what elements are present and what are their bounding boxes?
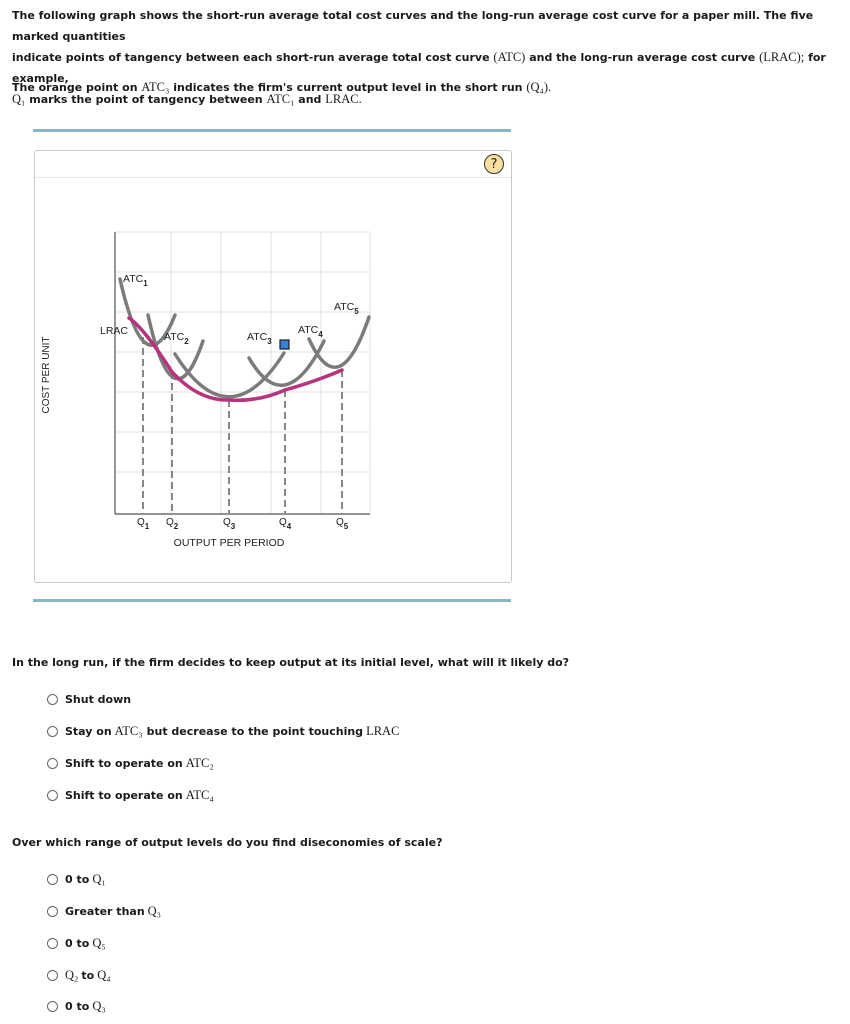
question1-text: In the long run, if the firm decides to keep output at its initial level, what will it likely do? <box>12 656 570 669</box>
x-tick-label: $Q_4$ <box>279 517 292 531</box>
question2-text: Over which range of output levels do you find diseconomies of scale? <box>12 836 443 849</box>
option-label: Shift to operate on <box>65 756 183 770</box>
option-math: ATC₃ <box>114 723 143 738</box>
option-math: ATC₄ <box>185 787 214 802</box>
orange-point-note <box>12 80 551 95</box>
radio-button[interactable] <box>47 726 58 737</box>
intro-line1: The following graph shows the short-run average total cost curves and the long-run average cost curve for a paper mill. The five marked quantities <box>12 9 814 43</box>
current-output-point[interactable] <box>280 340 289 349</box>
note-b: indicates the firm's current output level in the short run <box>173 81 523 94</box>
option-math: Q₅ <box>92 935 106 950</box>
top-divider <box>33 129 511 132</box>
atc2-label: $ATC_2$ <box>164 331 189 346</box>
option-math: Q₃ <box>147 903 162 918</box>
option-label: to <box>81 968 95 982</box>
option-label: Stay on <box>65 724 112 738</box>
atc5-label: $ATC_5$ <box>334 301 359 316</box>
x-tick-label: $Q_3$ <box>223 517 236 531</box>
intro-q1-math: Q₁ <box>12 92 26 106</box>
option-math: Q₄ <box>97 967 111 982</box>
intro-lrac2-math: LRAC. <box>325 92 362 106</box>
intro-line2b: and the long-run average cost curve <box>529 51 756 64</box>
x-tick-label: $Q_5$ <box>336 517 349 531</box>
q2-option-0-to-q5[interactable] <box>47 935 106 951</box>
intro-line2a: indicate points of tangency between each short-run average total cost curve <box>12 51 490 64</box>
option-math: Q₁ <box>92 871 106 886</box>
q2-option-0-to-q3[interactable] <box>47 998 106 1014</box>
option-math: Q₃ <box>92 998 106 1013</box>
intro-atc-math: (ATC) <box>493 50 526 64</box>
x-tick-label: $Q_1$ <box>137 517 150 531</box>
lrac-label: LRAC <box>100 325 129 337</box>
option-math-pre: Q₂ <box>65 967 79 982</box>
q1-option-shut-down[interactable] <box>47 691 131 707</box>
intro-line3a: marks the point of tangency between <box>29 93 263 106</box>
intro-line2c: for example, <box>12 51 826 85</box>
cost-curves-chart <box>34 150 510 581</box>
note-q4: (Q₄). <box>526 80 552 94</box>
intro-line3b: and <box>298 93 322 106</box>
option-label: 0 to <box>65 872 90 886</box>
note-a: The orange point on <box>12 81 138 94</box>
radio-button[interactable] <box>47 938 58 949</box>
option-label: Shut down <box>65 692 132 706</box>
option-label-2: but decrease to the point touching <box>146 724 364 738</box>
atc3-label: $ATC_3$ <box>247 331 272 346</box>
q1-option-shift-atc2[interactable] <box>47 755 214 771</box>
y-axis-label: COST PER UNIT <box>41 336 52 414</box>
x-tick-labels <box>137 517 349 531</box>
option-label: Greater than <box>65 904 145 918</box>
x-tick-label: $Q_2$ <box>166 517 179 531</box>
bottom-divider <box>33 599 511 602</box>
intro-lrac-math: (LRAC); <box>759 50 805 64</box>
help-icon[interactable]: ? <box>484 154 504 174</box>
q2-option-q2-to-q4[interactable] <box>47 967 111 983</box>
radio-button[interactable] <box>47 790 58 801</box>
radio-button[interactable] <box>47 694 58 705</box>
x-axis-label: OUTPUT PER PERIOD <box>173 537 285 549</box>
option-label: Shift to operate on <box>65 788 183 802</box>
intro-atc1-math: ATC₁ <box>266 92 295 106</box>
radio-button[interactable] <box>47 906 58 917</box>
radio-button[interactable] <box>47 874 58 885</box>
option-label: 0 to <box>65 936 90 950</box>
option-math-2: LRAC <box>366 723 400 738</box>
atc4-label: $ATC_4$ <box>298 324 323 339</box>
radio-button[interactable] <box>47 758 58 769</box>
q2-option-0-to-q1[interactable] <box>47 871 106 887</box>
radio-button[interactable] <box>47 1001 58 1012</box>
q2-option-greater-than-q3[interactable] <box>47 903 161 919</box>
atc1-label: $ATC_1$ <box>123 273 148 288</box>
q1-option-shift-atc4[interactable] <box>47 787 214 803</box>
note-atc3: ATC₃ <box>141 80 170 94</box>
option-label: 0 to <box>65 999 90 1013</box>
radio-button[interactable] <box>47 970 58 981</box>
q1-option-stay-on-atc3[interactable] <box>47 723 399 739</box>
option-math: ATC₂ <box>185 755 214 770</box>
